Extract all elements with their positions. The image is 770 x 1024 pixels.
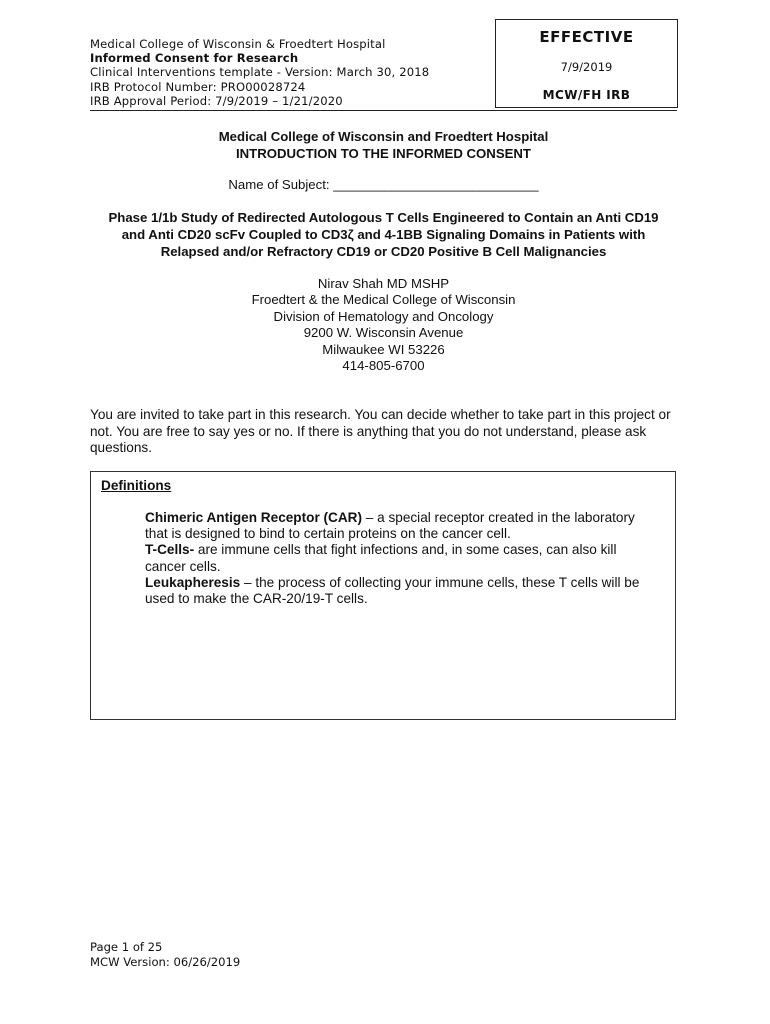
stamp-title: EFFECTIVE — [539, 28, 634, 46]
header-meta — [90, 37, 490, 108]
definitions-list — [145, 510, 655, 607]
definition-term: Chimeric Antigen Receptor (CAR) — [145, 510, 363, 525]
definitions-heading: Definitions — [101, 478, 172, 493]
page-footer — [90, 940, 240, 970]
protocol-number: IRB Protocol Number: PRO00028724 — [90, 79, 306, 94]
template-version: Clinical Interventions template - Version: March 30, 2018 — [90, 65, 430, 80]
definitions-box — [90, 471, 676, 720]
version-date: MCW Version: 06/26/2019 — [90, 955, 241, 969]
irb-stamp — [495, 19, 678, 108]
study-title-line-2: and Anti CD20 scFv Coupled to CD3ζ and 4-1BB Signaling Domains in Patients with — [121, 227, 646, 242]
contact-line: Froedtert & the Medical College of Wisconsin — [251, 292, 516, 308]
definition-text: are immune cells that fight infections and, in some cases, can also kill cancer cells. — [145, 542, 617, 574]
study-title-line-3: Relapsed and/or Refractory CD19 or CD20 Positive B Cell Malignancies — [160, 244, 607, 259]
definition-item — [145, 542, 655, 574]
document-title — [90, 128, 677, 162]
stamp-date: 7/9/2019 — [560, 60, 613, 74]
definition-text: – the process of collecting your immune cells, these T cells will be used to make the CAR-20/19-T cells. — [145, 574, 640, 607]
contact-line: 9200 W. Wisconsin Avenue — [303, 325, 464, 341]
investigator-contact — [90, 276, 677, 374]
definition-item — [145, 510, 655, 542]
title-line-1: Medical College of Wisconsin and Froedtert Hospital — [218, 129, 549, 144]
definition-term: T-Cells- — [145, 542, 195, 558]
definition-text: – a special receptor created in the laboratory that is designed to bind to certain proteins on the cancer cell. — [145, 510, 635, 542]
stamp-board: MCW/FH IRB — [542, 88, 631, 102]
definition-term: Leukapheresis — [145, 574, 241, 590]
subject-name-field: Name of Subject: ____________________________ — [228, 177, 539, 192]
page-number: Page 1 of 25 — [90, 940, 163, 954]
contact-line: Nirav Shah MD MSHP — [317, 276, 450, 291]
study-title-line-1: Phase 1/1b Study of Redirected Autologous T Cells Engineered to Contain an Anti CD19 — [108, 210, 659, 225]
institution-name: Medical College of Wisconsin & Froedtert Hospital — [90, 37, 386, 51]
contact-line: Milwaukee WI 53226 — [322, 341, 445, 357]
definition-item — [145, 575, 655, 607]
form-name: Informed Consent for Research — [90, 51, 299, 66]
contact-line: 414-805-6700 — [342, 358, 425, 374]
study-title — [90, 209, 677, 260]
contact-line: Division of Hematology and Oncology — [273, 308, 494, 324]
header-divider — [90, 110, 677, 111]
title-line-2: INTRODUCTION TO THE INFORMED CONSENT — [235, 146, 531, 161]
approval-period: IRB Approval Period: 7/9/2019 – 1/21/2020 — [90, 93, 343, 108]
intro-paragraph: You are invited to take part in this research. You can decide whether to take part in this project or not. You are free to say yes or no. If there is anything that you do not understand, please ask questions. — [90, 407, 671, 455]
